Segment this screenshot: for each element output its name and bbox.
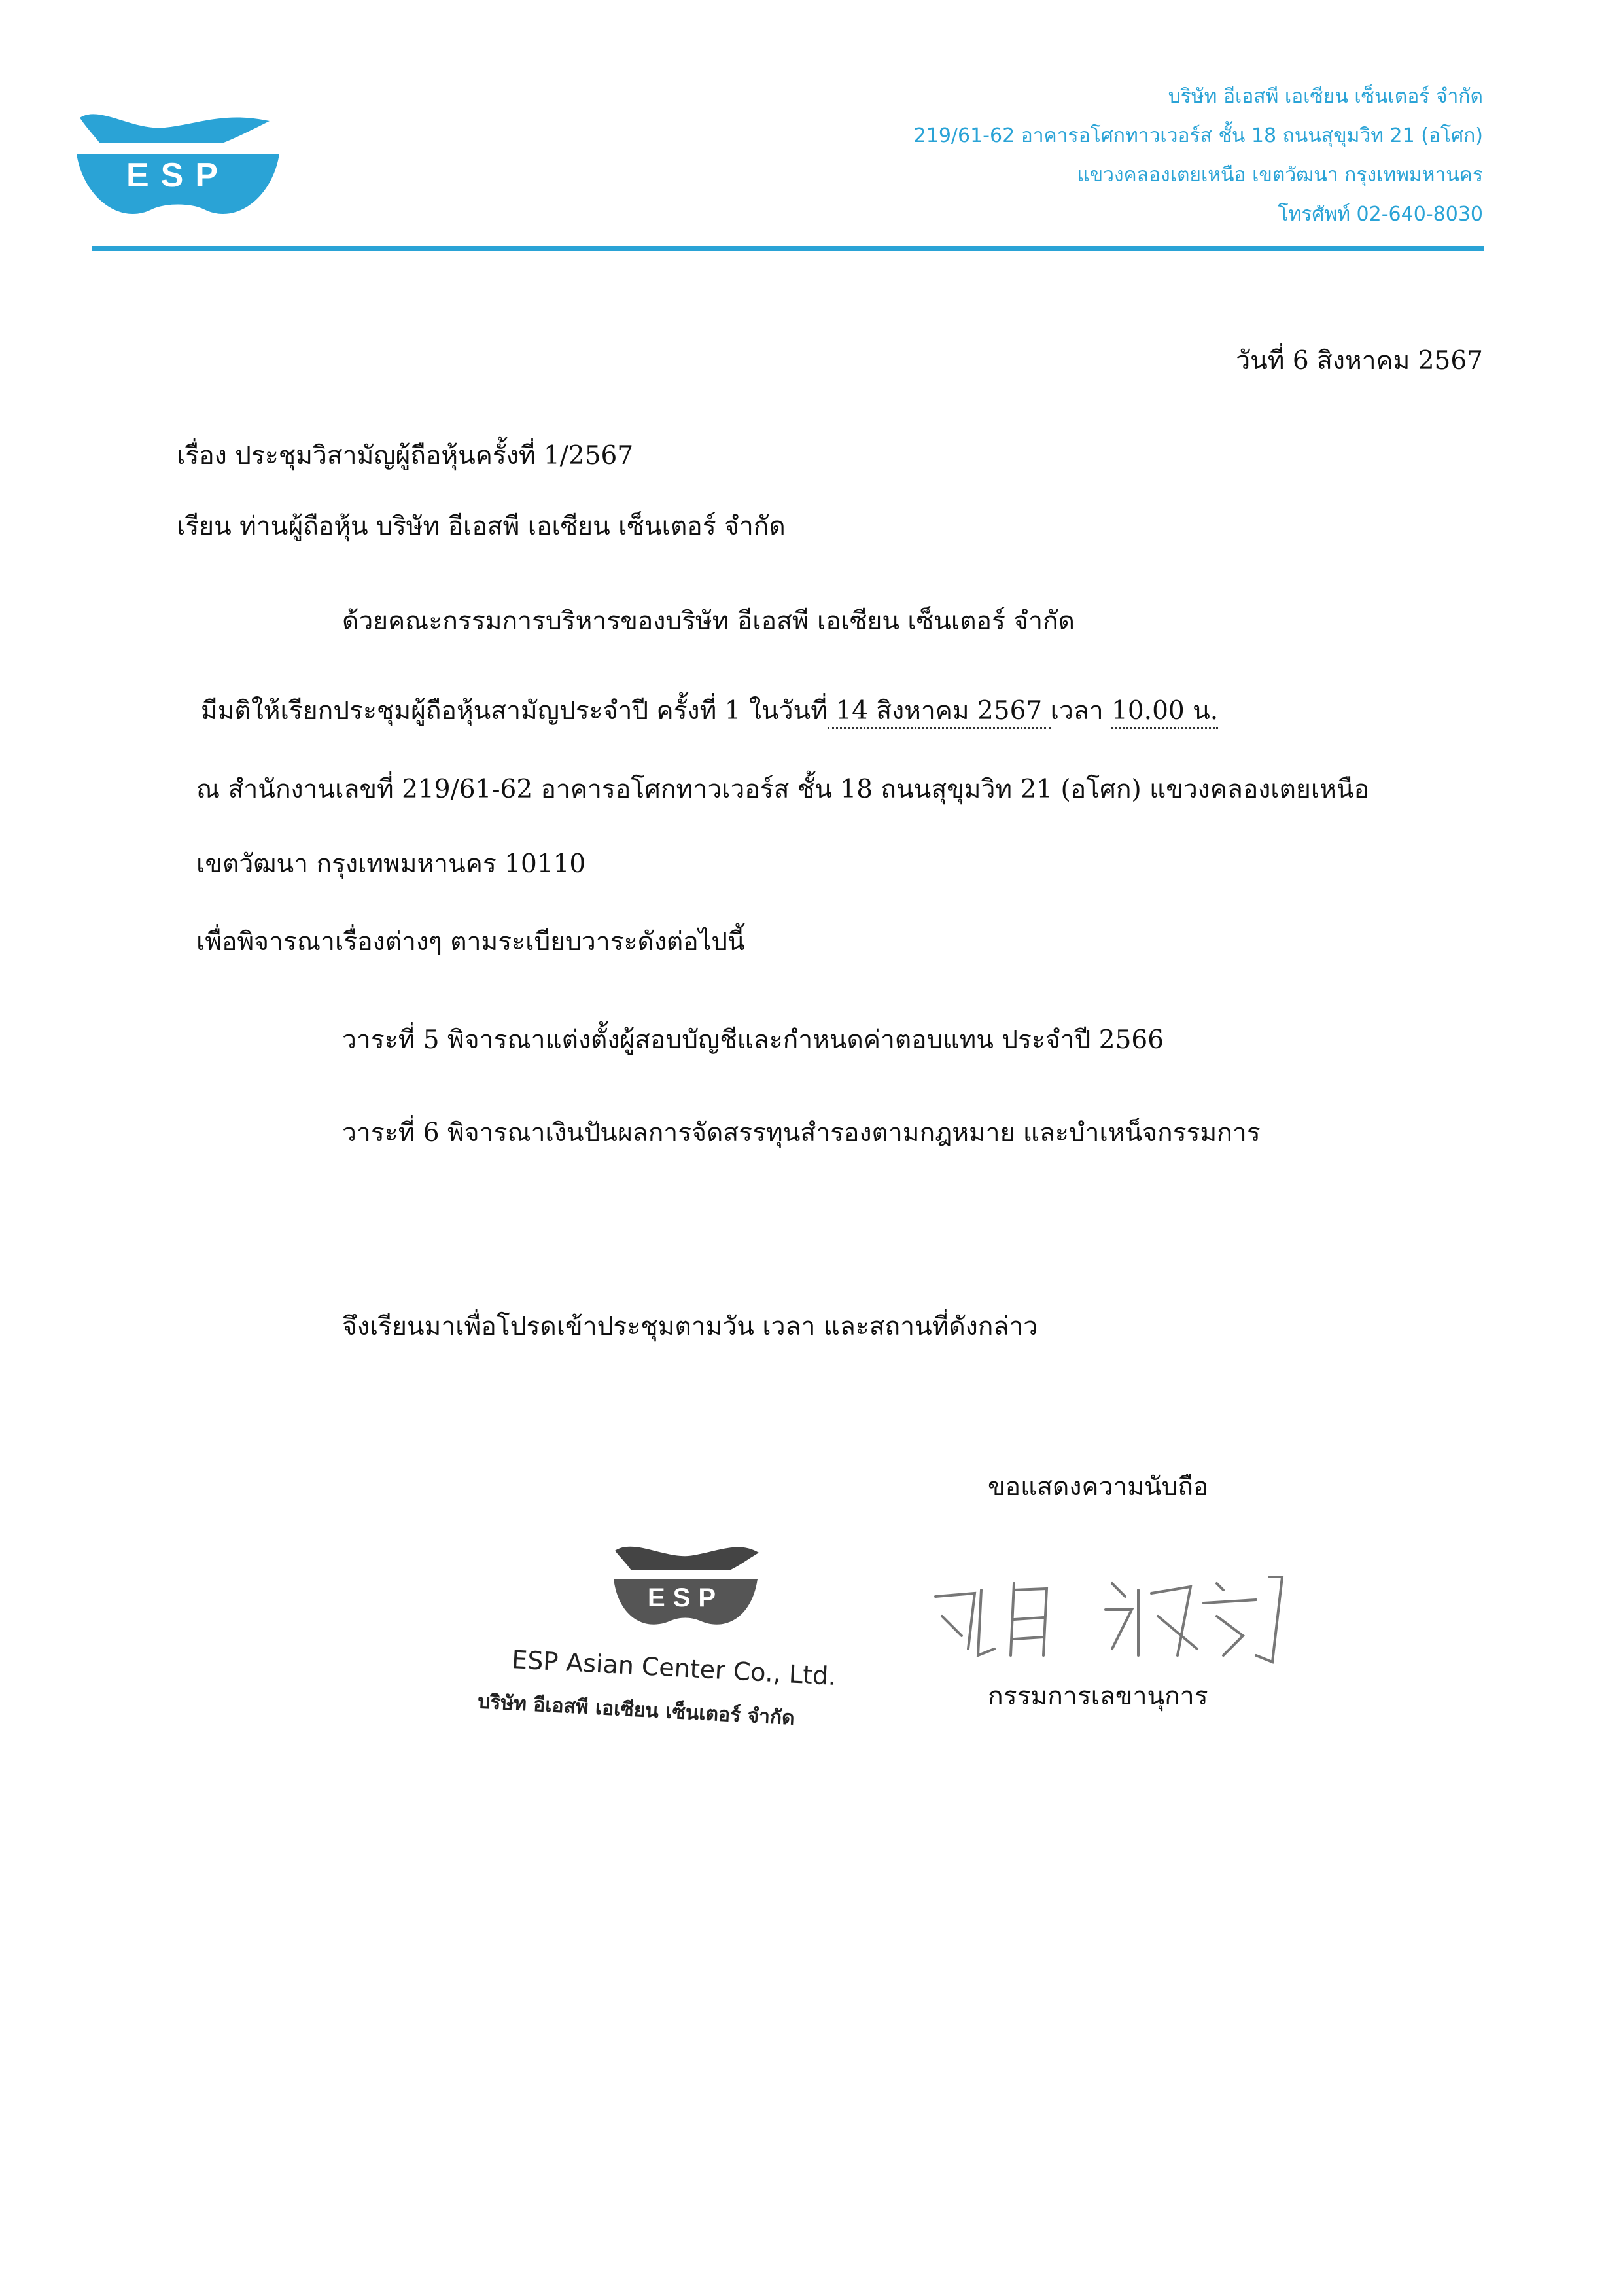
- paragraph-meeting-time: [201, 695, 1218, 728]
- letter-subject: เรื่อง ประชุมวิสามัญผู้ถือหุ้นครั้งที่ 1/2567: [177, 441, 634, 470]
- company-name: บริษัท อีเอสพี เอเซียน เซ็นเตอร์ จำกัด: [1168, 85, 1483, 108]
- meeting-date: 14 สิงหาคม 2567: [828, 696, 1051, 729]
- letter-date: วันที่ 6 สิงหาคม 2567: [1236, 346, 1483, 376]
- company-phone: โทรศัพท์ 02-640-8030: [1278, 203, 1483, 226]
- meeting-text: มีมติให้เรียกประชุมผู้ถือหุ้นสามัญประจำปี ครั้งที่ 1 ในวันที่: [201, 696, 828, 726]
- meeting-time: 10.00 น.: [1111, 696, 1218, 729]
- company-address-line-1: 219/61-62 อาคารอโศกทาวเวอร์ส ชั้น 18 ถนนสุขุมวิท 21 (อโศก): [913, 124, 1483, 147]
- stamp-name-th: บริษัท อีเอสพี เอเซียน เซ็นเตอร์ จำกัด: [477, 1690, 795, 1730]
- regards: ขอแสดงความนับถือ: [988, 1472, 1209, 1502]
- agenda-item-6: วาระที่ 6 พิจารณาเงินปันผลการจัดสรรทุนสำรองตามกฎหมาย และบำเหน็จกรรมการ: [342, 1118, 1261, 1148]
- signature-image: [916, 1557, 1308, 1675]
- letter-recipient: เรียน ท่านผู้ถือหุ้น บริษัท อีเอสพี เอเซียน เซ็นเตอร์ จำกัด: [177, 512, 786, 541]
- company-address-line-2: แขวงคลองเตยเหนือ เขตวัฒนา กรุงเทพมหานคร: [1077, 164, 1483, 186]
- agenda-item-5: วาระที่ 5 พิจารณาแต่งตั้งผู้สอบบัญชีและกำหนดค่าตอบแทน ประจำปี 2566: [342, 1025, 1164, 1055]
- logo-text: ESP: [126, 156, 230, 194]
- signer-position: กรรมการเลขานุการ: [988, 1682, 1208, 1711]
- stamp-logo-text: ESP: [647, 1583, 724, 1612]
- header-divider: [92, 246, 1484, 251]
- paragraph-agenda-intro: เพื่อพิจารณาเรื่องต่างๆ ตามระเบียบวาระดังต่อไปนี้: [196, 927, 745, 957]
- stamp-name-en: ESP Asian Center Co., Ltd.: [511, 1645, 837, 1691]
- letterhead-info: [567, 77, 1483, 234]
- paragraph-location-1: ณ สำนักงานเลขที่ 219/61-62 อาคารอโศกทาวเวอร์ส ชั้น 18 ถนนสุขุมวิท 21 (อโศก) แขวงคลองเตยเหนือ: [196, 775, 1369, 804]
- closing-paragraph: จึงเรียนมาเพื่อโปรดเข้าประชุมตามวัน เวลา และสถานที่ดังกล่าว: [342, 1312, 1038, 1341]
- meeting-time-label: เวลา: [1050, 696, 1112, 726]
- paragraph-board: ด้วยคณะกรรมการบริหารของบริษัท อีเอสพี เอเซียน เซ็นเตอร์ จำกัด: [342, 607, 1075, 636]
- paragraph-location-2: เขตวัฒนา กรุงเทพมหานคร 10110: [196, 849, 586, 879]
- company-logo: [73, 105, 283, 236]
